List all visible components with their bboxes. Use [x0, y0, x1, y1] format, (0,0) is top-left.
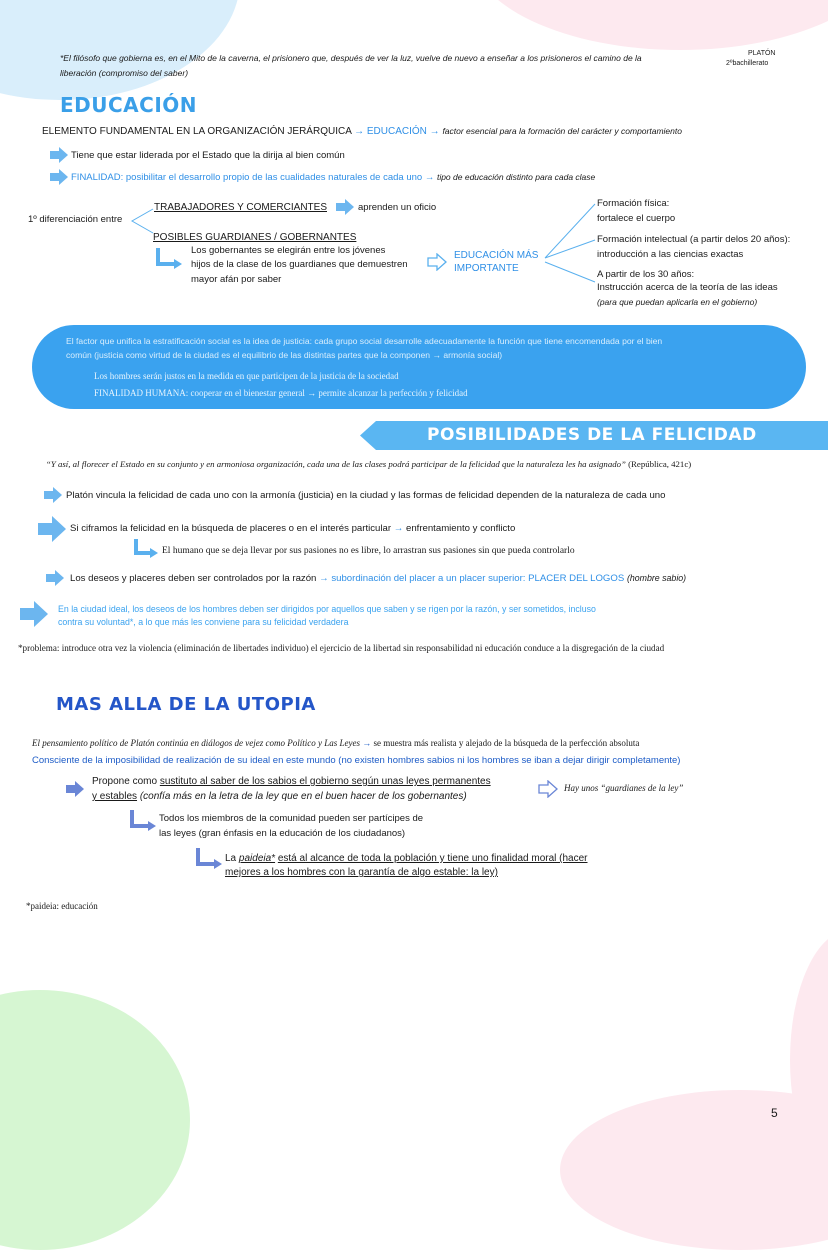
outline-arrow-icon	[427, 253, 447, 271]
group-guardianes: POSIBLES GUARDIANES / GOBERNANTES	[153, 232, 357, 243]
formation-1a: Formación física:	[597, 198, 670, 209]
educacion-line1	[42, 126, 682, 137]
corner-arrow-icon	[196, 848, 224, 870]
educacion-bullet2	[71, 172, 595, 183]
felicidad-bullet2	[70, 523, 515, 534]
educacion-bullet1: Tiene que estar liderada por el Estado que la dirija al bien común	[71, 150, 345, 161]
utopia-line1-arrow: →	[362, 738, 372, 748]
section-title-utopia: MAS ALLA DE LA UTOPIA	[56, 694, 316, 715]
utopia-line2: Consciente de la imposibilidad de realización de su ideal en este mundo (no existen hombres sabios ni los hombres se iban a dejar dirigir completamente)	[32, 755, 681, 766]
gov-line1: Los gobernantes se elegirán entre los jóvenes	[191, 245, 386, 256]
felicidad-bullet3	[70, 573, 686, 584]
section-title-educacion: EDUCACIÓN	[60, 93, 198, 117]
important-line1: EDUCACIÓN MÁS	[454, 250, 539, 261]
formation-3c: (para que puedan aplicarla en el gobierno)	[597, 297, 758, 307]
felicidad-quote-ref: (República, 421c)	[628, 459, 692, 469]
justicia-line2: común (justicia como virtud de la ciudad es el equilibrio de las distintas partes que la componen → armonía social)	[66, 350, 503, 360]
formation-3a: A partir de los 30 años:	[597, 269, 695, 280]
educacion-line1-b: → EDUCACIÓN →	[354, 126, 440, 137]
background-blob-top-left	[0, 0, 240, 100]
utopia-propone-line1	[92, 776, 491, 787]
felicidad-bullet2-arrow: →	[393, 523, 404, 534]
arrow-right-icon	[44, 487, 62, 503]
utopia-paideia-a: La	[225, 853, 237, 864]
felicidad-bullet3-end: (hombre sabio)	[626, 573, 687, 583]
background-blob-top-right	[470, 0, 828, 50]
arrow-right-icon-large	[20, 601, 48, 627]
felicidad-problem: *problema: introduce otra vez la violencia (eliminación de libertades individuo) el ejercicio de la libertad sin responsabilidad ni educación conduce a la disgregación de la ciudad	[18, 643, 665, 653]
background-blob-bottom-left	[0, 990, 190, 1250]
header-quote-line2: liberación (compromiso del saber)	[60, 68, 189, 78]
utopia-line1-c: y	[317, 738, 322, 748]
felicidad-quote-text: “Y así, al florecer el Estado en su conjunto y en armoniosa organización, cada una de las clases podrá participar de la felicidad que la naturaleza les ha asignado”	[46, 459, 626, 469]
header-quote: *El filósofo que gobierna es, en el Mito de la caverna, el prisionero que, después de ver la luz, vuelve de nuevo a enseñar a los prisioneros el camino de la	[60, 53, 642, 63]
educacion-bullet2-arrow: →	[424, 172, 435, 183]
utopia-propone-underline: sustituto al saber de los sabios el gobierno según unas leyes permanentes	[159, 776, 491, 787]
utopia-paideia-c: está al alcance de toda la población y tiene uno finalidad moral (hacer	[277, 853, 588, 864]
gov-line3: mayor afán por saber	[191, 274, 282, 285]
educacion-line1-a: ELEMENTO FUNDAMENTAL EN LA ORGANIZACIÓN JERÁRQUICA	[42, 126, 352, 137]
gov-line2: hijos de la clase de los guardianes que demuestren	[191, 259, 408, 270]
footnote-paideia: *paideia: educación	[26, 901, 98, 911]
felicidad-bullet4-line1: En la ciudad ideal, los deseos de los hombres deben ser dirigidos por aquellos que saben y se rigen por la razón, y ser sometidos, incluso	[58, 604, 596, 614]
educacion-line1-c: factor esencial para la formación del carácter y comportamiento	[442, 126, 682, 136]
felicidad-quote	[46, 459, 691, 469]
utopia-miembros-line1: Todos los miembros de la comunidad pueden ser partícipes de	[159, 813, 424, 824]
utopia-propone-a: Propone como	[92, 776, 158, 787]
arrow-right-icon	[336, 199, 354, 215]
utopia-line1-b: Político	[287, 738, 316, 748]
header-tag-title: PLATÓN	[748, 50, 776, 57]
corner-arrow-icon	[130, 810, 158, 832]
group-trabajadores-note: aprenden un oficio	[358, 202, 437, 213]
formation-3b: Instrucción acerca de la teoría de las ideas	[597, 282, 778, 293]
justicia-line3: Los hombres serán justos en la medida en que participen de la justicia de la sociedad	[94, 371, 399, 381]
section-title-felicidad: POSIBILIDADES DE LA FELICIDAD	[427, 425, 757, 445]
important-line2: IMPORTANTE	[454, 263, 519, 274]
felicidad-bullet2-end: enfrentamiento y conflicto	[405, 523, 516, 534]
educacion-bullet2-note: tipo de educación distinto para cada clase	[436, 172, 596, 182]
arrow-right-icon	[66, 781, 84, 797]
utopia-paideia-line1	[225, 853, 588, 864]
arrow-right-icon	[50, 169, 68, 185]
felicidad-bullet2-text: Si ciframos la felicidad en la búsqueda de placeres o en el interés particular	[70, 523, 392, 534]
felicidad-bullet4-line2: contra su voluntad*, a lo que más les conviene para su felicidad verdadera	[58, 617, 349, 627]
felicidad-bullet1: Platón vincula la felicidad de cada uno con la armonía (justicia) en la ciudad y las formas de felicidad dependen de la naturaleza de cada uno	[66, 490, 666, 501]
utopia-propone-italic: (confía más en la letra de la ley que en el buen hacer de los gobernantes)	[139, 791, 467, 802]
group-trabajadores: TRABAJADORES Y COMERCIANTES	[154, 202, 327, 213]
utopia-line1-a: El pensamiento político de Platón continúa en diálogos de vejez como	[32, 738, 285, 748]
utopia-line1	[32, 738, 639, 748]
diff-label: 1º diferenciación entre	[28, 214, 123, 225]
utopia-line1-f: se muestra más realista y alejado de la búsqueda de la perfección absoluta	[373, 738, 640, 748]
formation-2a: Formación intelectual (a partir delos 20 años):	[597, 234, 791, 245]
arrow-right-icon	[50, 147, 68, 163]
formation-2b: introducción a las ciencias exactas	[597, 249, 744, 260]
utopia-line1-d: Las Leyes	[324, 738, 360, 748]
outline-arrow-icon	[538, 780, 558, 798]
corner-arrow-icon	[134, 539, 160, 559]
justicia-line4: FINALIDAD HUMANA: cooperar en el bienestar general → permite alcanzar la perfección y felicidad	[94, 388, 468, 398]
background-blob-bottom-right	[560, 1090, 828, 1250]
corner-arrow-icon	[156, 248, 184, 270]
utopia-miembros-line2: las leyes (gran énfasis en la educación de los ciudadanos)	[159, 828, 406, 839]
utopia-guardianes: Hay unos “guardianes de la ley”	[564, 783, 684, 793]
header-tag-course: 2ºbachillerato	[726, 60, 769, 67]
arrow-right-icon-large	[38, 516, 66, 542]
utopia-paideia-b: paideia*	[238, 853, 276, 864]
formation-1b: fortalece el cuerpo	[597, 213, 676, 224]
felicidad-bullet3-text: Los deseos y placeres deben ser controlados por la razón	[70, 573, 317, 584]
utopia-paideia-line2: mejores a los hombres con la garantía de algo estable: la ley)	[225, 867, 498, 878]
felicidad-bullet2-sub: El humano que se deja llevar por sus pasiones no es libre, lo arrastran sus pasiones sin que pueda controlarlo	[162, 546, 575, 556]
branch-lines	[543, 200, 598, 290]
page-number: 5	[771, 1106, 778, 1120]
bracket-lines	[130, 205, 155, 237]
felicidad-bullet3-blue: → subordinación del placer a un placer superior: PLACER DEL LOGOS	[319, 573, 625, 584]
educacion-bullet2-text: FINALIDAD: posibilitar el desarrollo propio de las cualidades naturales de cada uno	[71, 172, 423, 183]
utopia-propone-underline2: y estables	[92, 791, 138, 802]
arrow-right-icon	[46, 570, 64, 586]
utopia-propone-line2	[92, 791, 467, 802]
justicia-line1: El factor que unifica la estratificación social es la idea de justicia: cada grupo social desarrolle adecuadamente la función que tiene encomendada por el bien	[66, 336, 663, 346]
